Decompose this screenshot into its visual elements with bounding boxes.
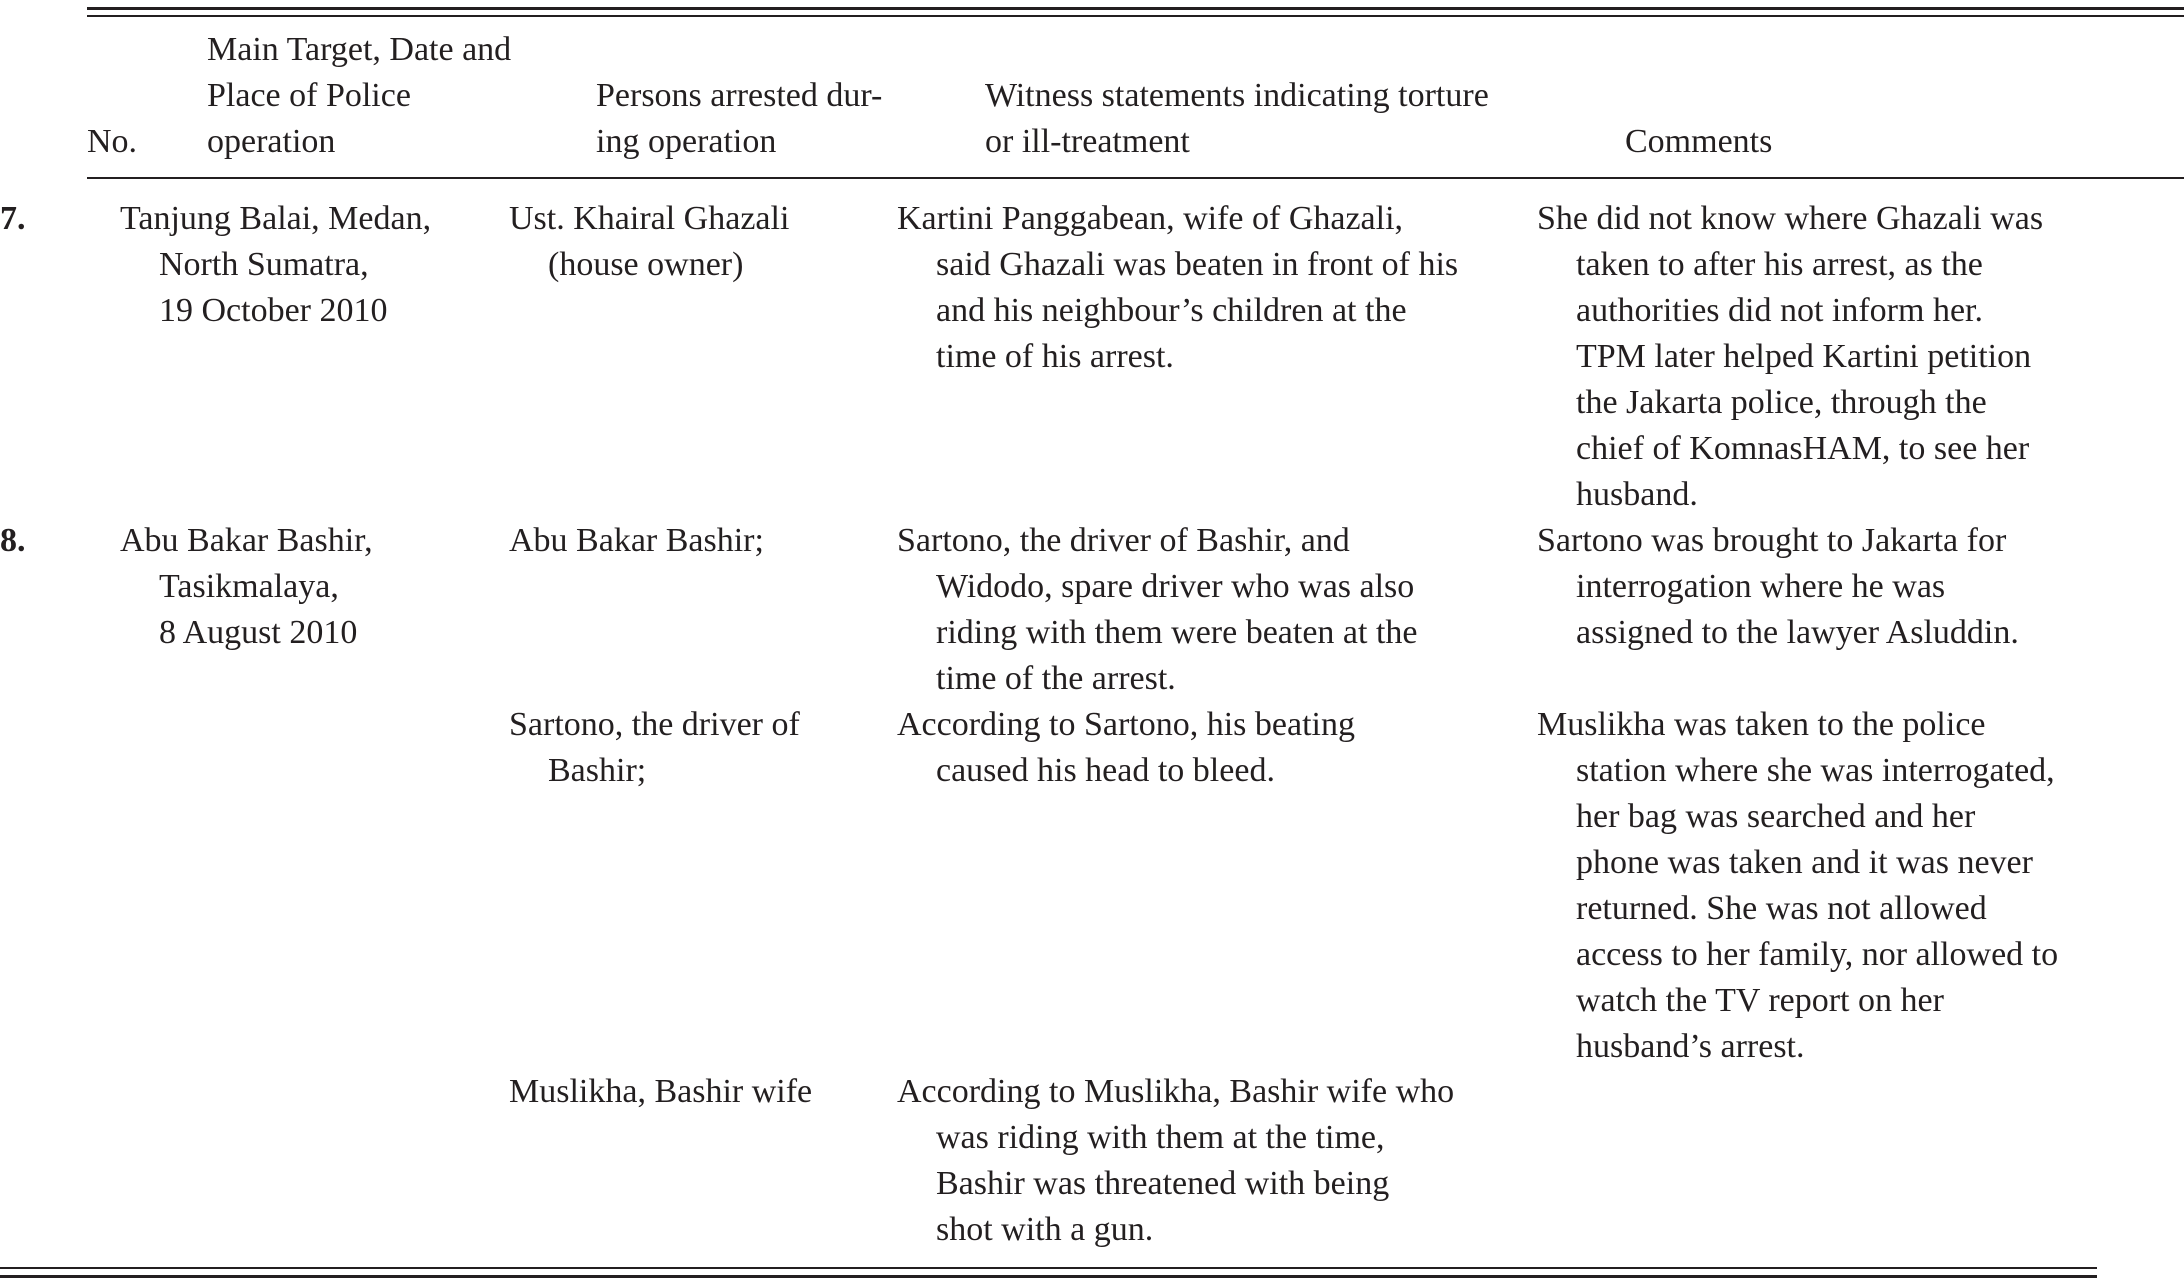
row-witness xyxy=(897,518,1418,702)
header-target-line: operation xyxy=(207,123,336,160)
header-comments: Comments xyxy=(1625,123,1773,160)
header-witness-line: Witness statements indicating torture xyxy=(985,77,1489,114)
row-number: 8. xyxy=(0,522,26,559)
row-person-line: Ust. Khairal Ghazali xyxy=(509,200,790,237)
row-comment-line: husband’s arrest. xyxy=(1576,1028,1805,1065)
row-comment-line: phone was taken and it was never xyxy=(1576,844,2033,881)
row-target-line: 19 October 2010 xyxy=(159,292,388,329)
row-witness-line: According to Muslikha, Bashir wife who xyxy=(897,1073,1455,1110)
row-comment xyxy=(1537,518,2019,656)
row-comment-line: her bag was searched and her xyxy=(1576,798,1976,835)
header-witness-line: or ill-treatment xyxy=(985,123,1190,160)
row-target xyxy=(120,196,431,334)
row-witness-line: and his neighbour’s children at the xyxy=(936,292,1407,329)
bottom-rule-thin xyxy=(0,1267,2097,1269)
row-witness xyxy=(897,196,1458,380)
row-person xyxy=(509,702,800,794)
row-comment-line: TPM later helped Kartini petition xyxy=(1576,338,2032,375)
row-witness xyxy=(897,702,1355,794)
row-target-line: 8 August 2010 xyxy=(159,614,358,651)
header-persons xyxy=(596,73,882,165)
row-witness-line: Widodo, spare driver who was also xyxy=(936,568,1415,605)
header-rule xyxy=(87,177,2184,179)
row-comment-line: Muslikha was taken to the police xyxy=(1537,706,1986,743)
row-target-line: Tasikmalaya, xyxy=(159,568,339,605)
header-target-line: Main Target, Date and xyxy=(207,31,512,68)
row-comment-line: chief of KomnasHAM, to see her xyxy=(1576,430,2030,467)
row-witness-line: shot with a gun. xyxy=(936,1211,1154,1248)
row-witness-line: According to Sartono, his beating xyxy=(897,706,1355,743)
row-comment xyxy=(1537,196,2043,518)
row-comment xyxy=(1537,702,2058,1070)
header-persons-line: Persons arrested dur- xyxy=(596,77,883,114)
row-person-line: (house owner) xyxy=(548,246,744,283)
header-target xyxy=(207,27,511,165)
header-witness xyxy=(985,73,1489,165)
row-comment-line: husband. xyxy=(1576,476,1698,513)
top-rule-thick xyxy=(87,7,2184,10)
row-number: 7. xyxy=(0,200,26,237)
row-comment-line: access to her family, nor allowed to xyxy=(1576,936,2059,973)
header-target-line: Place of Police xyxy=(207,77,411,114)
header-persons-line: ing operation xyxy=(596,123,777,160)
row-target xyxy=(120,518,373,656)
row-person-line: Bashir; xyxy=(548,752,647,789)
row-person xyxy=(509,1069,812,1115)
row-target-line: Tanjung Balai, Medan, xyxy=(120,200,432,237)
row-person xyxy=(509,196,789,288)
row-witness xyxy=(897,1069,1454,1253)
row-witness-line: riding with them were beaten at the xyxy=(936,614,1418,651)
row-person-line: Muslikha, Bashir wife xyxy=(509,1073,813,1110)
row-witness-line: caused his head to bleed. xyxy=(936,752,1275,789)
row-person-line: Sartono, the driver of xyxy=(509,706,800,743)
row-comment-line: the Jakarta police, through the xyxy=(1576,384,1987,421)
row-witness-line: Kartini Panggabean, wife of Ghazali, xyxy=(897,200,1404,237)
row-comment-line: watch the TV report on her xyxy=(1576,982,1944,1019)
row-comment-line: assigned to the lawyer Asluddin. xyxy=(1576,614,2019,651)
row-comment-line: station where she was interrogated, xyxy=(1576,752,2055,789)
row-target-line: North Sumatra, xyxy=(159,246,369,283)
row-comment-line: taken to after his arrest, as the xyxy=(1576,246,1983,283)
bottom-rule-thick xyxy=(0,1275,2097,1278)
row-witness-line: time of his arrest. xyxy=(936,338,1174,375)
row-witness-line: Sartono, the driver of Bashir, and xyxy=(897,522,1350,559)
row-comment-line: authorities did not inform her. xyxy=(1576,292,1983,329)
row-witness-line: Bashir was threatened with being xyxy=(936,1165,1390,1202)
top-rule-thin xyxy=(87,15,2184,17)
row-witness-line: was riding with them at the time, xyxy=(936,1119,1385,1156)
row-person-line: Abu Bakar Bashir; xyxy=(509,522,764,559)
row-witness-line: said Ghazali was beaten in front of his xyxy=(936,246,1459,283)
row-person xyxy=(509,518,764,564)
row-comment-line: returned. She was not allowed xyxy=(1576,890,1987,927)
row-witness-line: time of the arrest. xyxy=(936,660,1176,697)
header-no: No. xyxy=(87,123,138,160)
row-target-line: Abu Bakar Bashir, xyxy=(120,522,373,559)
row-comment-line: Sartono was brought to Jakarta for xyxy=(1537,522,2007,559)
row-comment-line: interrogation where he was xyxy=(1576,568,1946,605)
row-comment-line: She did not know where Ghazali was xyxy=(1537,200,2044,237)
